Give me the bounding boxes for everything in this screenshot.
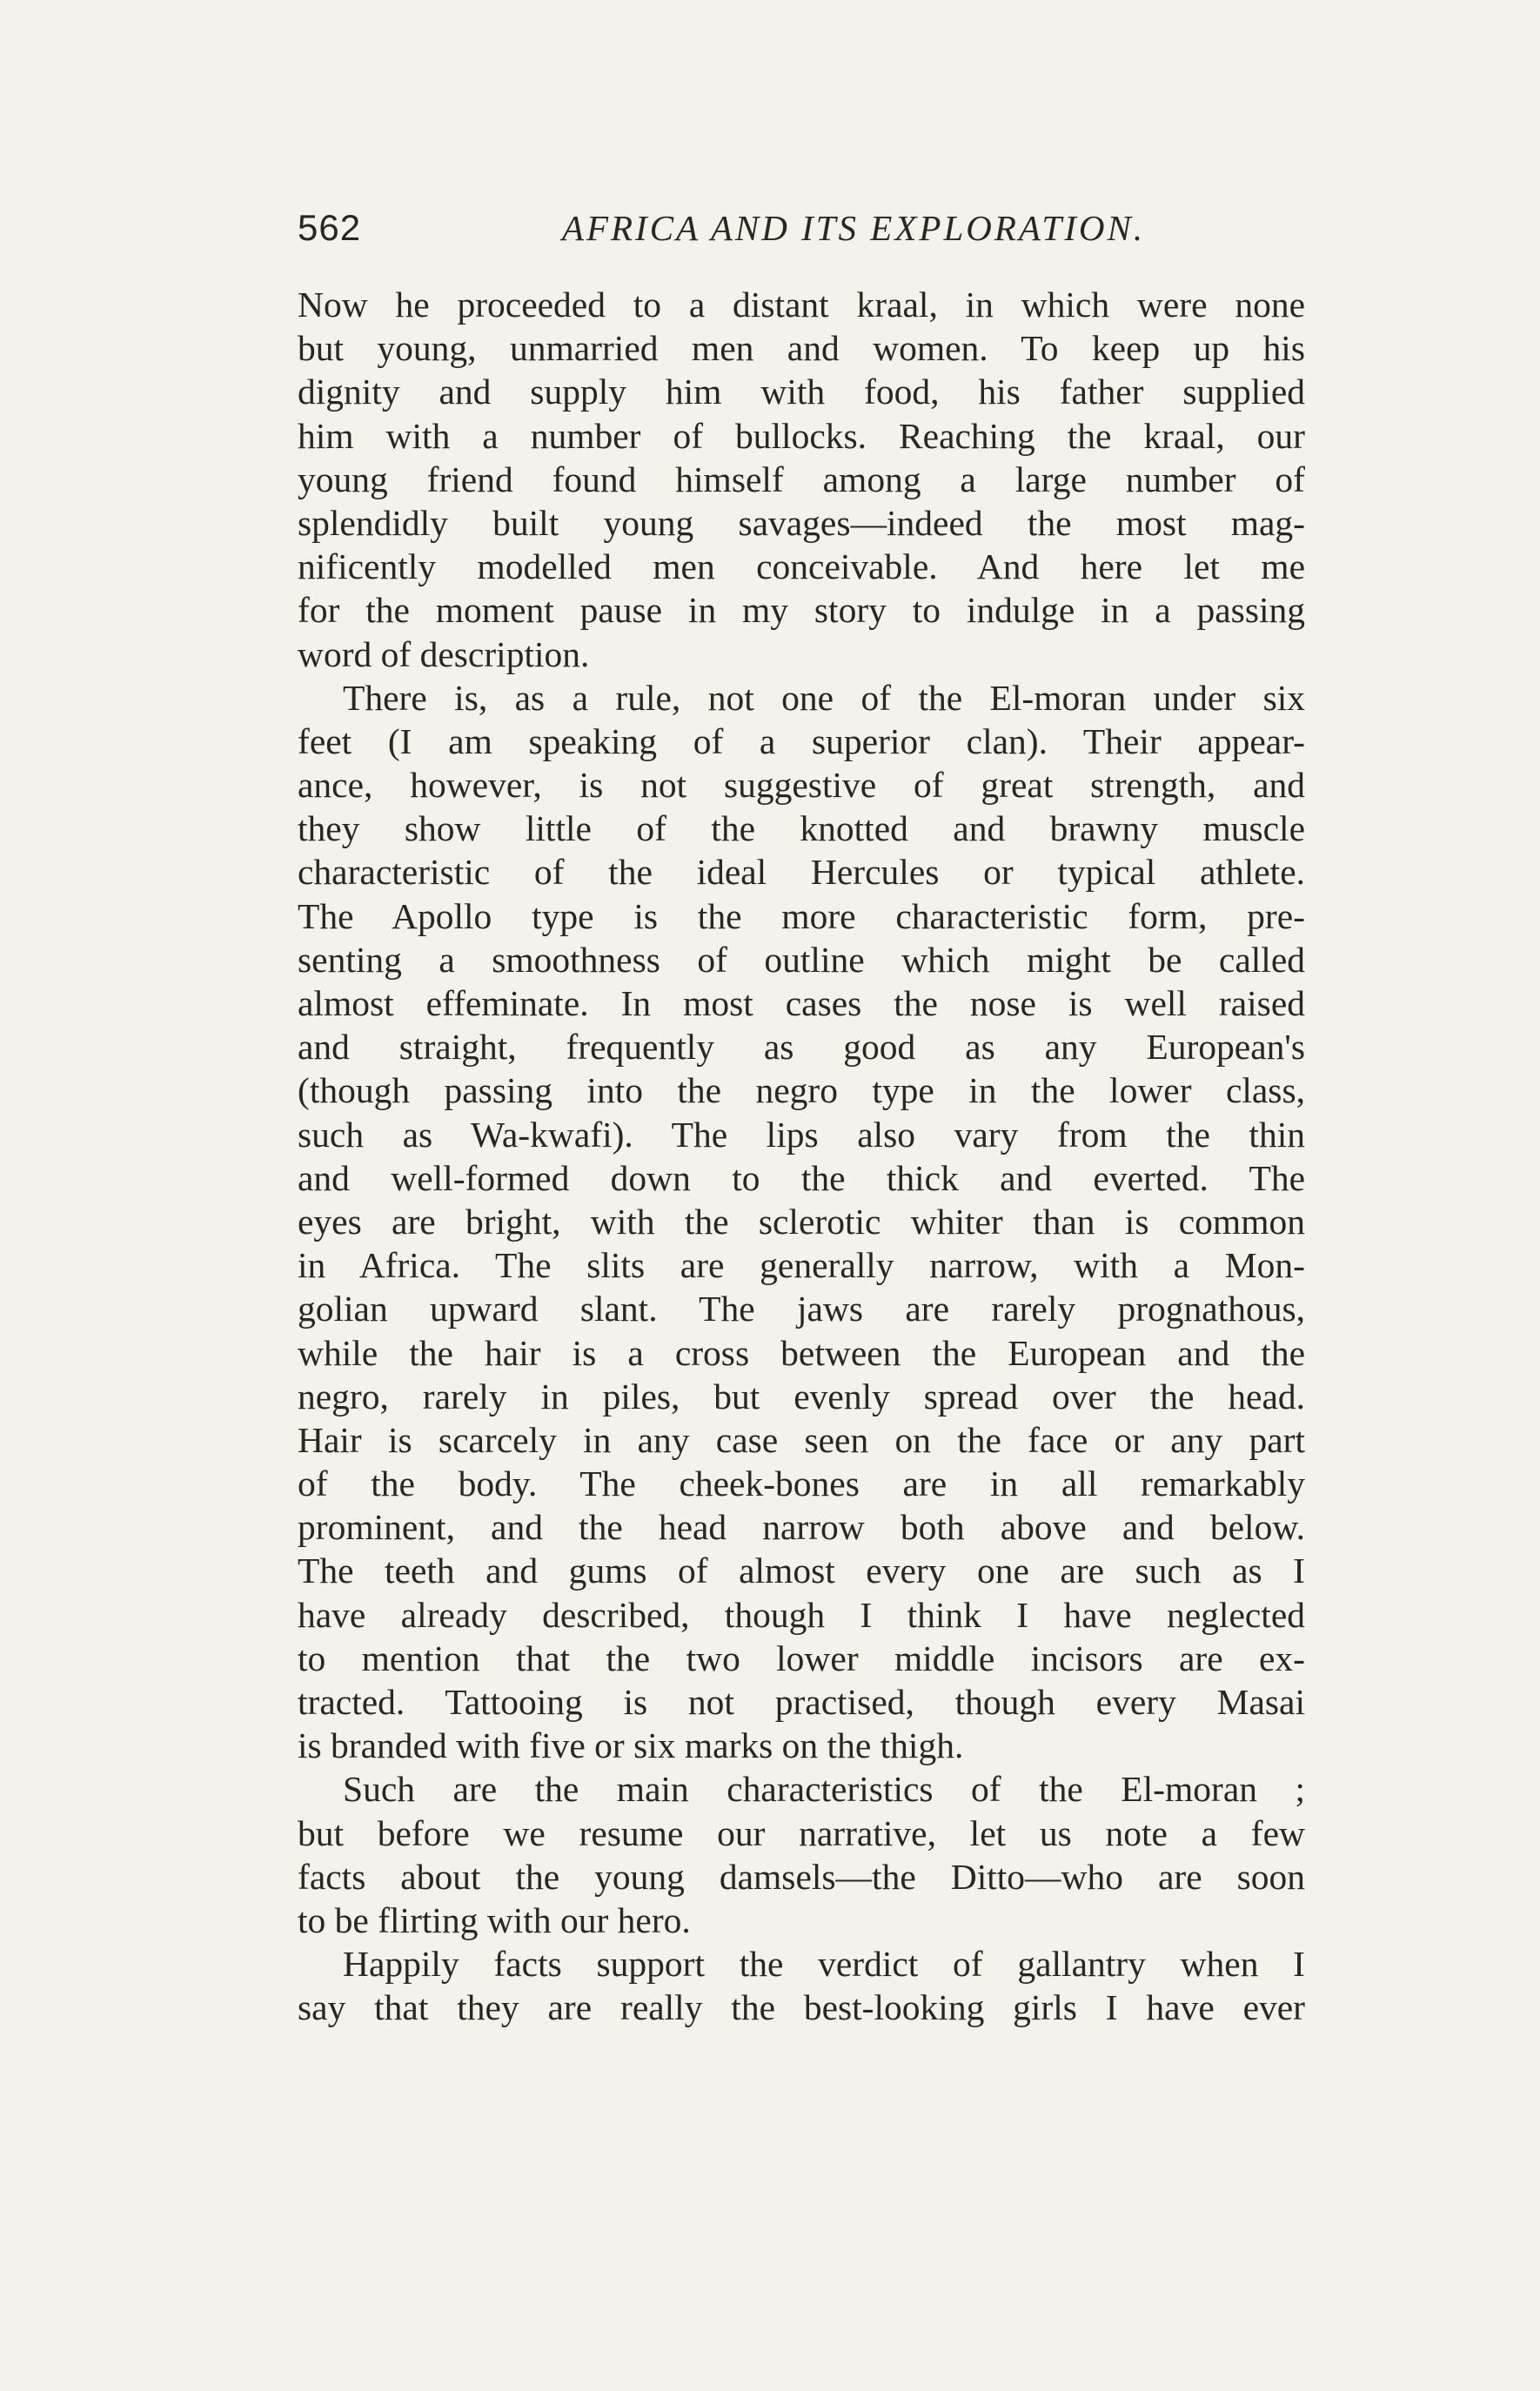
running-head: [298, 202, 1305, 254]
text-line: The teeth and gums of almost every one are such as I: [298, 1550, 1305, 1591]
text-line: ance, however, is not suggestive of great strength, and: [298, 765, 1305, 806]
text-line: and straight, frequently as good as any European's: [298, 1027, 1305, 1068]
text-line: while the hair is a cross between the European and the: [298, 1332, 1305, 1373]
text-line: and well-formed down to the thick and everted. The: [298, 1157, 1305, 1198]
text-line: Such are the main characteristics of the El-moran ;: [343, 1769, 1305, 1810]
text-line: characteristic of the ideal Hercules or typical athlete.: [298, 852, 1305, 893]
page-number: 562: [298, 207, 362, 248]
text-line: in Africa. The slits are generally narrow, with a Mon-: [298, 1245, 1305, 1286]
text-line: of the body. The cheek-bones are in all remarkably: [298, 1463, 1305, 1504]
text-line: to be flirting with our hero.: [298, 1899, 691, 1940]
text-line: but before we resume our narrative, let us note a few: [298, 1812, 1305, 1853]
text-line: golian upward slant. The jaws are rarely prognathous,: [298, 1289, 1305, 1329]
text-line: (though passing into the negro type in the lower class,: [298, 1070, 1305, 1111]
text-line: feet (I am speaking of a superior clan). Their appear-: [298, 720, 1305, 761]
text-line: splendidly built young savages—indeed the most mag-: [298, 502, 1305, 543]
text-line: senting a smoothness of outline which might be called: [298, 939, 1305, 980]
text-line: Happily facts support the verdict of gallantry when I: [343, 1944, 1305, 1985]
text-line: have already described, though I think I have neglected: [298, 1594, 1305, 1635]
text-line: facts about the young damsels—the Ditto—who are soon: [298, 1856, 1305, 1897]
text-line: is branded with five or six marks on the thigh.: [298, 1725, 964, 1766]
running-title: AFRICA AND ITS EXPLORATION.: [561, 208, 1146, 248]
text-line: negro, rarely in piles, but evenly spread over the head.: [298, 1376, 1305, 1417]
text-line: to mention that the two lower middle incisors are ex-: [298, 1638, 1305, 1678]
text-line: dignity and supply him with food, his father supplied: [298, 372, 1305, 412]
text-line: but young, unmarried men and women. To keep up his: [298, 328, 1305, 369]
text-line: they show little of the knotted and brawny muscle: [298, 808, 1305, 849]
text-line: such as Wa-kwafi). The lips also vary from the thin: [298, 1114, 1305, 1155]
text-line: There is, as a rule, not one of the El-moran under six: [343, 677, 1305, 718]
text-line: word of description.: [298, 633, 590, 674]
text-line: The Apollo type is the more characteristic form, pre-: [298, 895, 1305, 936]
text-line: him with a number of bullocks. Reaching the kraal, our: [298, 415, 1305, 456]
text-line: young friend found himself among a large number of: [298, 459, 1305, 499]
text-line: Now he proceeded to a distant kraal, in which were none: [298, 285, 1305, 325]
text-line: eyes are bright, with the sclerotic whiter than is common: [298, 1201, 1305, 1242]
text-line: for the moment pause in my story to indulge in a passing: [298, 590, 1305, 631]
body-text: [298, 283, 1305, 2030]
text-line: tracted. Tattooing is not practised, though every Masai: [298, 1682, 1305, 1722]
text-line: Hair is scarcely in any case seen on the face or any part: [298, 1419, 1305, 1460]
text-line: prominent, and the head narrow both above and below.: [298, 1507, 1305, 1548]
text-line: nificently modelled men conceivable. And here let me: [298, 546, 1305, 587]
text-line: almost effeminate. In most cases the nose is well raised: [298, 983, 1305, 1023]
text-line: say that they are really the best-looking girls I have ever: [298, 1987, 1305, 2028]
